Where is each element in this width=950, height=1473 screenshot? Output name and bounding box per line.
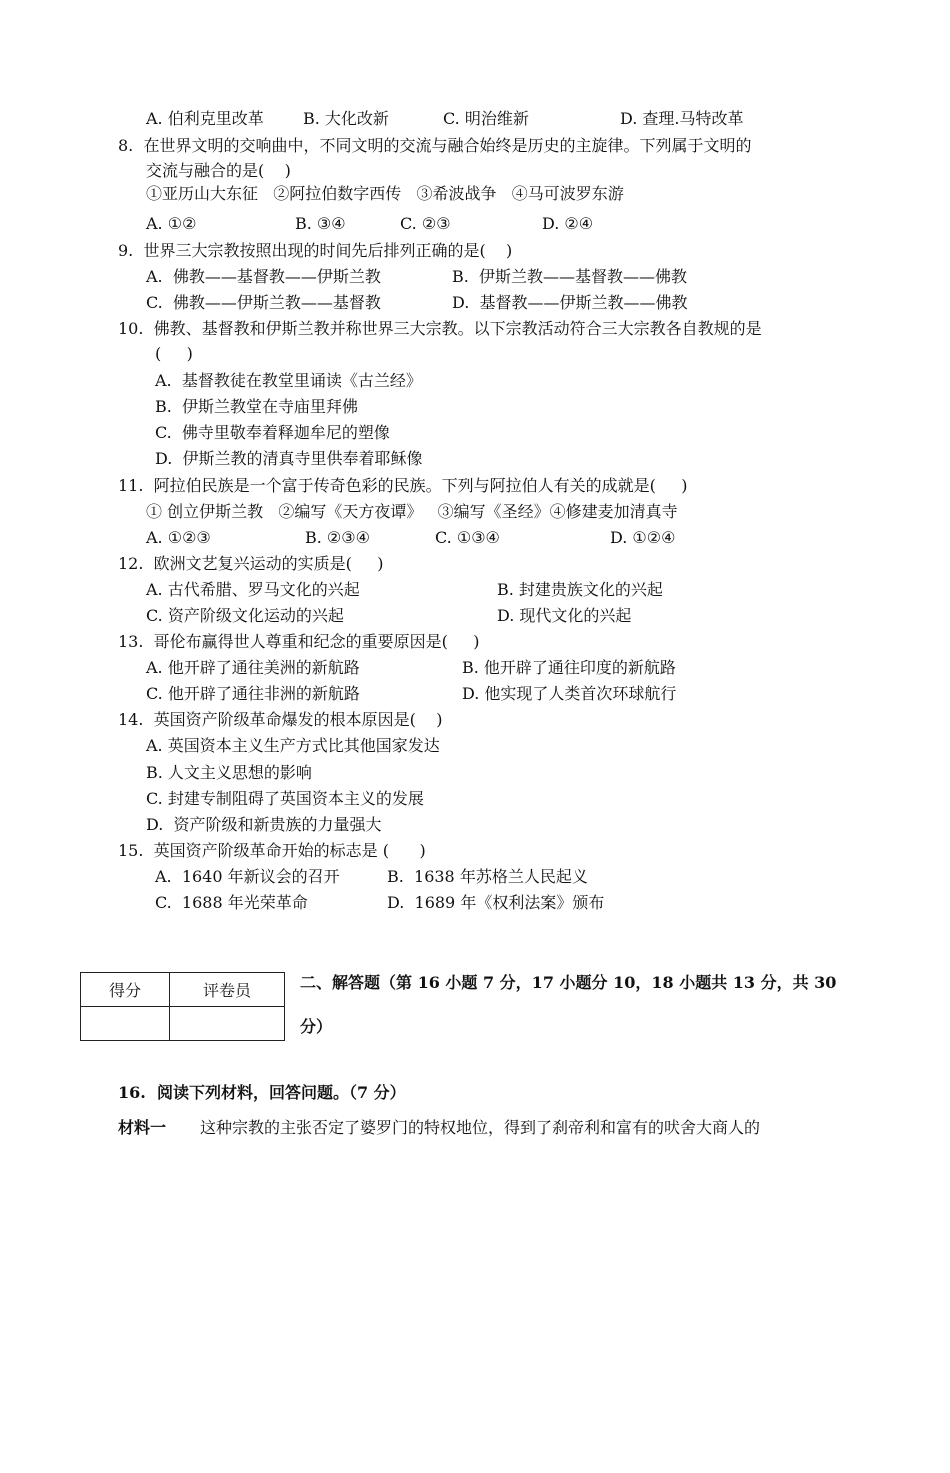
q12-option-c: C. 资产阶级文化运动的兴起 (146, 606, 344, 625)
q10-option-b: B. 伊斯兰教堂在寺庙里拜佛 (155, 397, 359, 416)
q11-stem: 11. 阿拉伯民族是一个富于传奇色彩的民族。下列与阿拉伯人有关的成就是( ) (118, 476, 688, 495)
q10-option-d: D. 伊斯兰教的清真寺里供奉着耶稣像 (155, 449, 423, 468)
q13-option-a: A. 他开辟了通往美洲的新航路 (146, 658, 360, 677)
q7-option-c: C. 明治维新 (443, 109, 529, 128)
q9-stem: 9. 世界三大宗教按照出现的时间先后排列正确的是( ) (118, 241, 513, 260)
q15-option-d: D. 1689 年《权利法案》颁布 (387, 893, 605, 912)
q11-option-c: C. ①③④ (435, 528, 500, 547)
q7-option-b: B. 大化改新 (303, 109, 389, 128)
q14-option-b: B. 人文主义思想的影响 (146, 763, 312, 782)
q8-items: ①亚历山大东征 ②阿拉伯数字西传 ③希波战争 ④马可波罗东游 (146, 184, 624, 203)
q9-option-d: D. 基督教——伊斯兰教——佛教 (452, 293, 688, 312)
q14-option-a: A. 英国资本主义生产方式比其他国家发达 (146, 736, 440, 755)
q14-option-d: D. 资产阶级和新贵族的力量强大 (146, 815, 382, 834)
q12-stem: 12. 欧洲文艺复兴运动的实质是( ) (118, 554, 384, 573)
score-cell[interactable] (81, 1007, 170, 1041)
q14-stem: 14. 英国资产阶级革命爆发的根本原因是( ) (118, 710, 443, 729)
score-table (80, 972, 285, 1041)
q10-option-c: C. 佛寺里敬奉着释迦牟尼的塑像 (155, 423, 390, 442)
grader-cell[interactable] (170, 1007, 285, 1041)
q11-items: ① 创立伊斯兰教 ②编写《天方夜谭》 ③编写《圣经》④修建麦加清真寺 (146, 502, 678, 521)
q8-option-b: B. ③④ (295, 214, 346, 233)
section-two-heading-cont: 分） (300, 1017, 333, 1036)
q11-option-b: B. ②③④ (305, 528, 370, 547)
grader-header: 评卷员 (170, 973, 285, 1007)
q8-stem: 8. 在世界文明的交响曲中，不同文明的交流与融合始终是历史的主旋律。下列属于文明的 (118, 136, 752, 155)
q16-material-label: 材料一 (118, 1118, 167, 1137)
q10-stem-cont: ( ) (155, 344, 193, 363)
q12-option-a: A. 古代希腊、罗马文化的兴起 (146, 580, 360, 599)
q16-material-text: 这种宗教的主张否定了婆罗门的特权地位，得到了刹帝利和富有的吠舍大商人的 (200, 1118, 761, 1137)
q12-option-b: B. 封建贵族文化的兴起 (497, 580, 663, 599)
q8-option-d: D. ②④ (542, 214, 594, 233)
q9-option-a: A. 佛教——基督教——伊斯兰教 (146, 267, 381, 286)
q16-stem: 16. 阅读下列材料，回答问题。（7 分） (118, 1083, 406, 1102)
q8-option-a: A. ①② (146, 214, 197, 233)
q14-option-c: C. 封建专制阻碍了英国资本主义的发展 (146, 789, 424, 808)
score-header: 得分 (81, 973, 170, 1007)
q15-option-a: A. 1640 年新议会的召开 (155, 867, 340, 886)
q10-stem: 10. 佛教、基督教和伊斯兰教并称世界三大宗教。以下宗教活动符合三大宗教各自教规的是 (118, 319, 762, 338)
q11-option-a: A. ①②③ (146, 528, 211, 547)
q9-option-b: B. 伊斯兰教——基督教——佛教 (452, 267, 688, 286)
q8-stem-cont: 交流与融合的是( ) (146, 161, 291, 180)
q13-stem: 13. 哥伦布赢得世人尊重和纪念的重要原因是( ) (118, 632, 480, 651)
q12-option-d: D. 现代文化的兴起 (497, 606, 632, 625)
q15-option-b: B. 1638 年苏格兰人民起义 (387, 867, 588, 886)
q13-option-b: B. 他开辟了通往印度的新航路 (462, 658, 676, 677)
q7-option-d: D. 查理.马特改革 (620, 109, 744, 128)
q10-option-a: A. 基督教徒在教堂里诵读《古兰经》 (155, 371, 422, 390)
q13-option-d: D. 他实现了人类首次环球航行 (462, 684, 677, 703)
q15-stem: 15. 英国资产阶级革命开始的标志是 ( ) (118, 841, 426, 860)
q15-option-c: C. 1688 年光荣革命 (155, 893, 308, 912)
q13-option-c: C. 他开辟了通往非洲的新航路 (146, 684, 360, 703)
q7-option-a: A. 伯利克里改革 (146, 109, 264, 128)
section-two-heading: 二、解答题（第 16 小题 7 分，17 小题分 10，18 小题共 13 分，共 30 (300, 973, 837, 992)
q9-option-c: C. 佛教——伊斯兰教——基督教 (146, 293, 381, 312)
q11-option-d: D. ①②④ (610, 528, 676, 547)
q8-option-c: C. ②③ (400, 214, 451, 233)
